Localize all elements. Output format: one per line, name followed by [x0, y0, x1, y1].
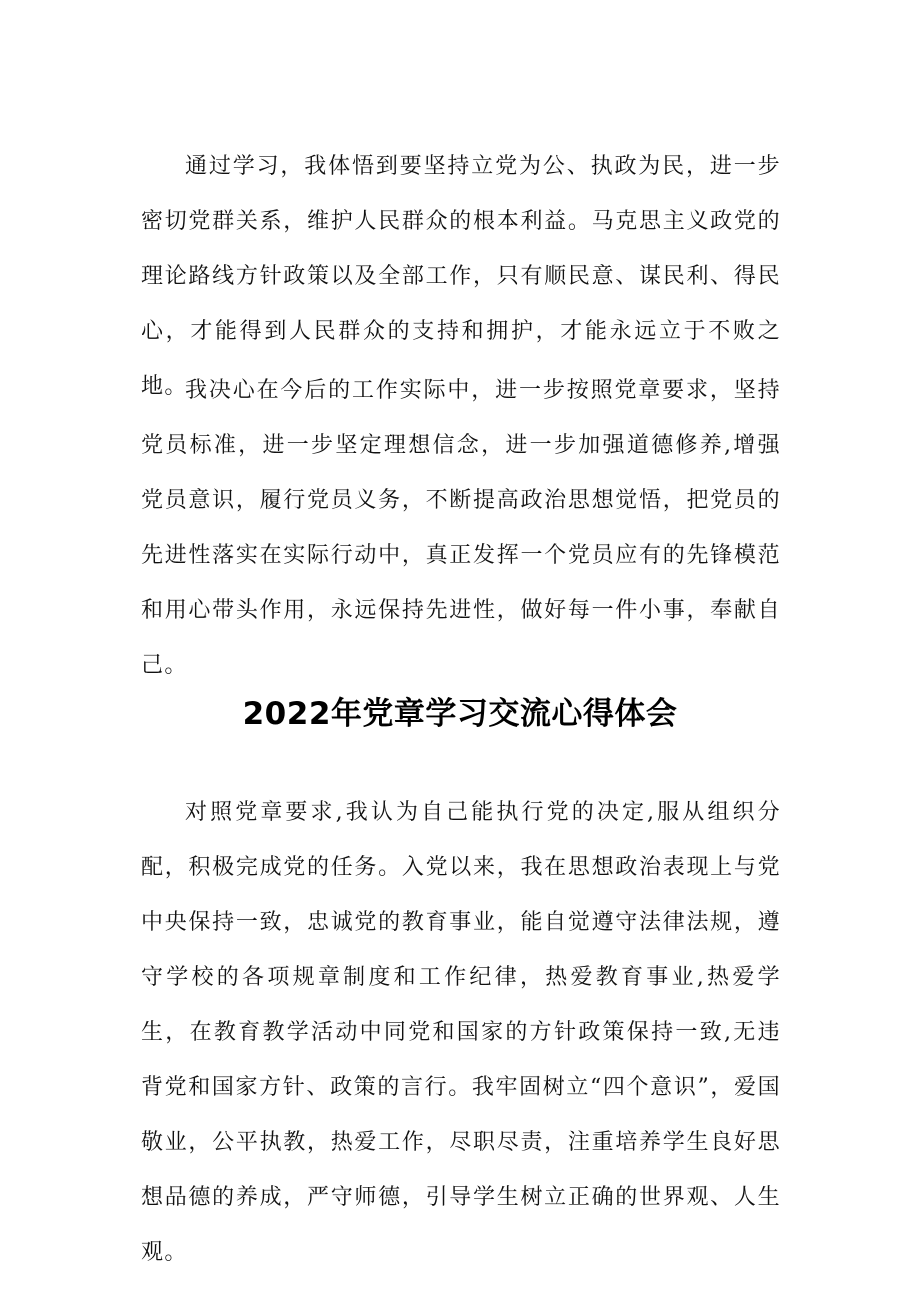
paragraph-1: 通过学习，我体悟到要坚持立党为公、执政为民，进一步密切党群关系，维护人民群众的根本利益。马克思主义政党的理论路线方针政策以及全部工作，只有顺民意、谋民利、得民心，才能得到人民群众的支持和拥护，才能永远立于不败之地。	[141, 154, 781, 399]
paragraph-3: 对照党章要求,我认为自己能执行党的决定,服从组织分配，积极完成党的任务。入党以来，我在思想政治表现上与党中央保持一致，忠诚党的教育事业，能自觉遵守法律法规，遵守学校的各项规章制度和工作纪律，热爱教育事业,热爱学生，在教育教学活动中同党和国家的方针政策保持一致,无违背党和国家方针、政策的言行。我牢固树立“四个意识”，爱国敬业，公平执教，热爱工作，尽职尽责，注重培养学生良好思想品德的养成，严守师德，引导学生树立正确的世界观、人生观。	[141, 800, 781, 1265]
page-title: 2022年党章学习交流心得体会	[242, 695, 678, 732]
paragraph-2: 我决心在今后的工作实际中，进一步按照党章要求，坚持党员标准，进一步坚定理想信念，进一步加强道德修养,增强党员意识，履行党员义务，不断提高政治思想觉悟，把党员的先进性落实在实际行动中，真正发挥一个党员应有的先锋模范和用心带头作用，永远保持先进性，做好每一件小事，奉献自己。	[141, 378, 781, 678]
